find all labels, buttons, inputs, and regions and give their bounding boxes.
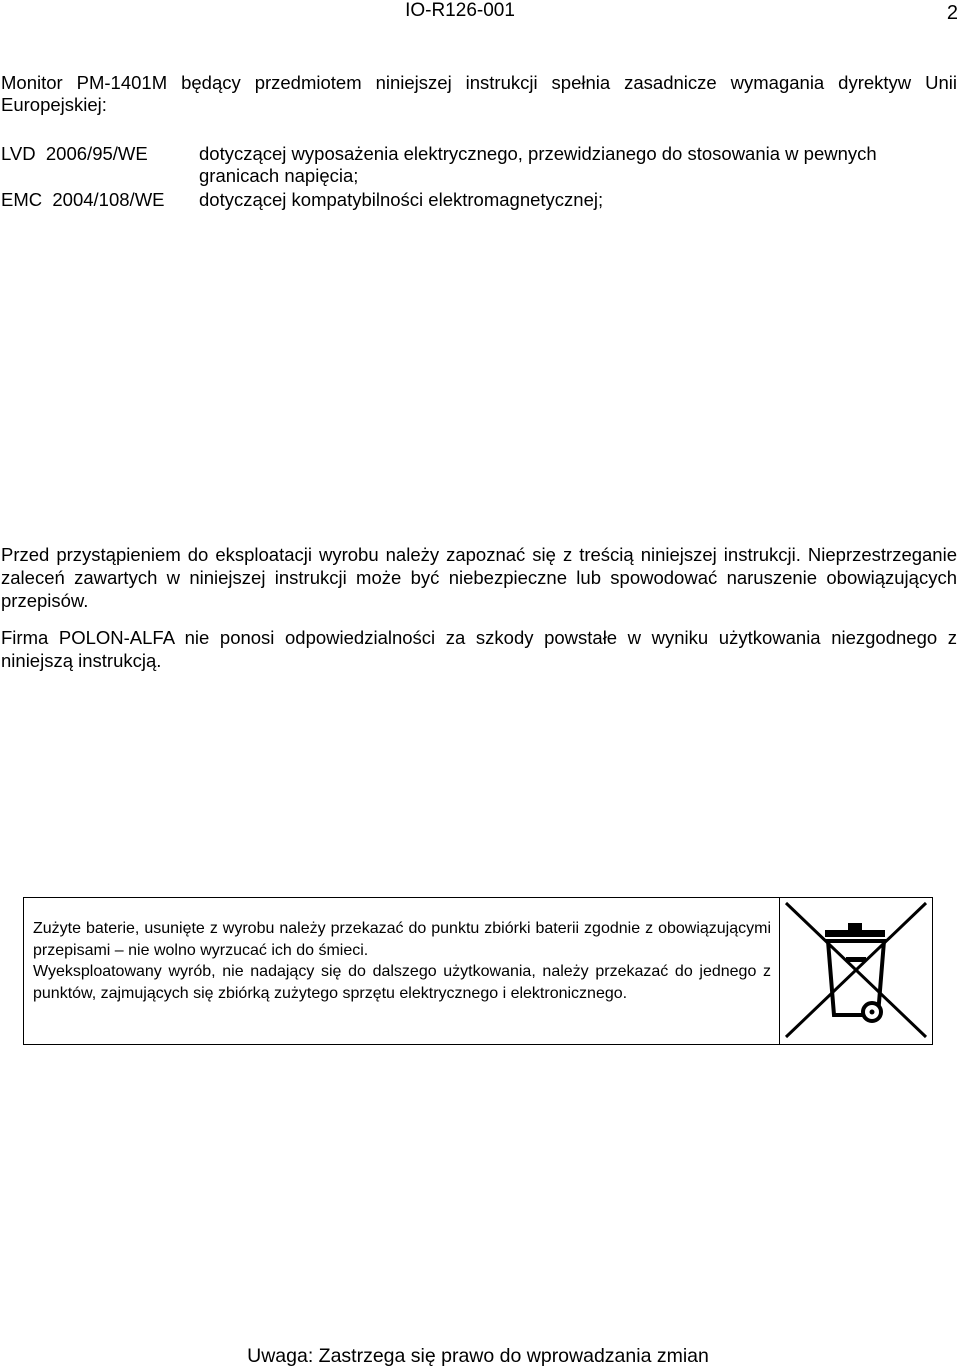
intro-paragraph: Monitor PM-1401M będący przedmiotem niniejszej instrukcji spełnia zasadnicze wymagania dyrektyw Unii Europejskiej:: [1, 72, 957, 115]
directive-description: dotyczącej kompatybilności elektromagnetycznej;: [199, 189, 604, 210]
directive-code: LVD 2006/95/WE: [1, 143, 148, 164]
weee-icon-cell: [779, 897, 933, 1045]
usage-warning-paragraph: Przed przystąpieniem do eksploatacji wyrobu należy zapoznać się z treścią niniejszej instrukcji. Nieprzestrzeganie zaleceń zawartych w niniejszej instrukcji może być niebezpieczne lub spowodować naruszenie obowiązujących przepisów.: [1, 544, 957, 611]
page-number: 2: [946, 2, 958, 24]
directive-lvd: [1, 143, 959, 187]
footer-note: Uwaga: Zastrzega się prawo do wprowadzania zmian: [247, 1345, 709, 1367]
document-id: IO-R126-001: [405, 0, 515, 21]
liability-paragraph: Firma POLON-ALFA nie ponosi odpowiedzialności za szkody powstałe w wyniku użytkowania niezgodnego z niniejszą instrukcją.: [1, 627, 957, 671]
battery-disposal-text: Zużyte baterie, usunięte z wyrobu należy przekazać do punktu zbiórki baterii zgodnie z obowiązującymi przepisami – nie wolno wyrzucać ich do śmieci.: [33, 920, 771, 959]
equipment-disposal-text: Wyeksploatowany wyrób, nie nadający się do dalszego użytkowania, należy przekazać do jednego z punktów, zajmujących się zbiórką zużytego sprzętu elektrycznego i elektronicznego.: [33, 963, 771, 1002]
directive-description: dotyczącej wyposażenia elektrycznego, przewidzianego do stosowania w pewnych granicach napięcia;: [199, 143, 877, 186]
crossed-out-wheelie-bin-icon: [780, 897, 932, 1043]
directive-code: EMC 2004/108/WE: [1, 189, 165, 210]
weee-notice-text: [33, 918, 771, 1004]
directives-list: [1, 143, 959, 213]
directive-emc: [1, 189, 959, 211]
